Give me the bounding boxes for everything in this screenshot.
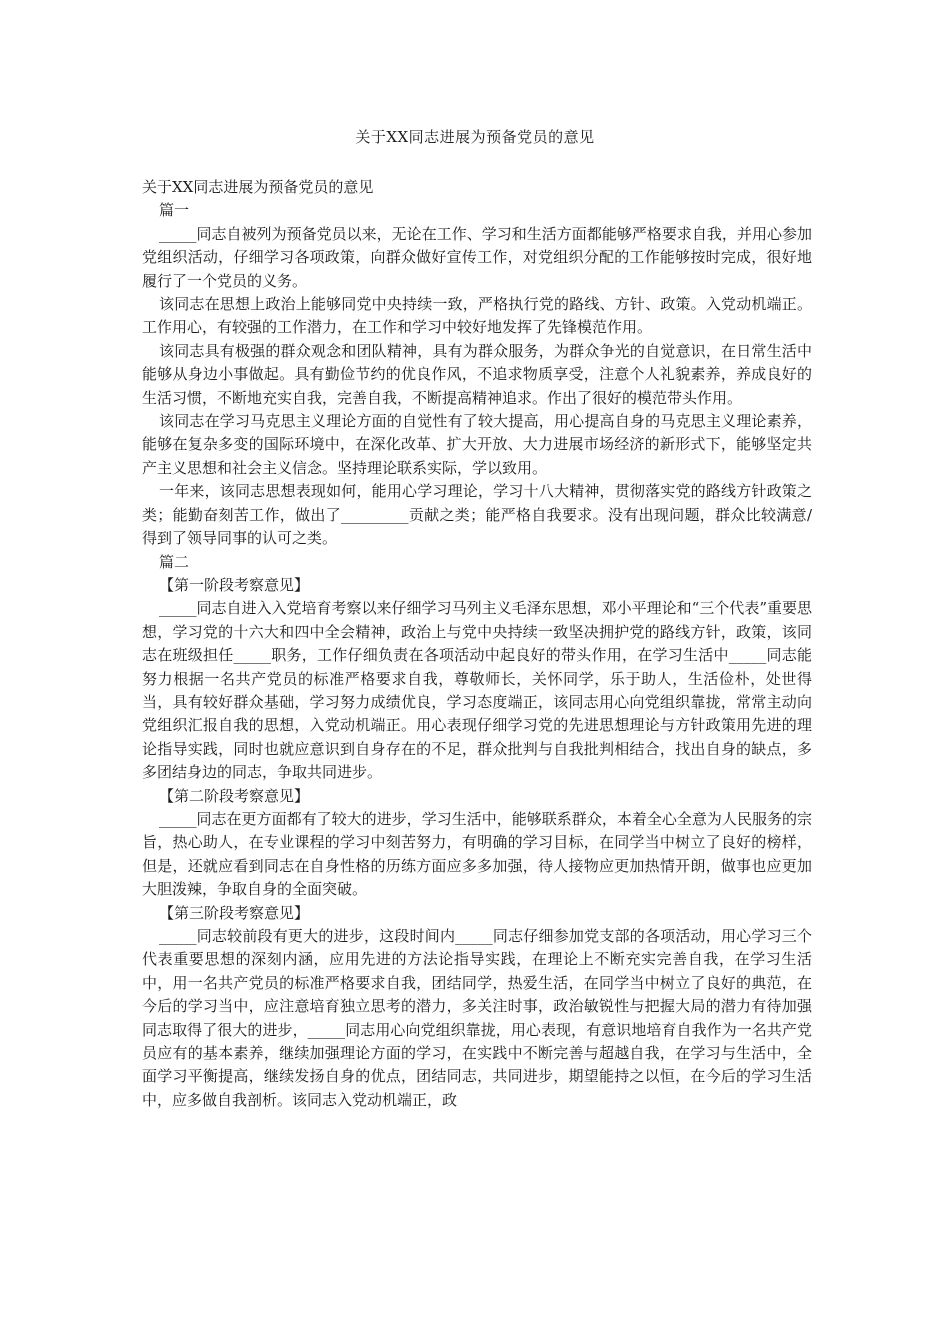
paragraph: _____同志在更方面都有了较大的进步，学习生活中，能够联系群众，本着全心全意为人民服务的宗旨，热心助人，在专业课程的学习中刻苦努力，有明确的学习目标，在同学当中树立了良好的榜样，但是，还就应看到同志在自身性格的历练方面应多多加强，待人接物应更加热情开朗，做事也应更加大胆泼辣，争取自身的全面突破。 [142,809,812,899]
document-subtitle: 关于XX同志进展为预备党员的意见 [142,178,374,196]
stage-heading-3: 【第三阶段考察意见】 [159,903,310,922]
stage-heading-2: 【第二阶段考察意见】 [159,786,310,805]
paragraph: _____同志较前段有更大的进步，这段时间内_____同志仔细参加党支部的各项活动，用心学习三个代表重要思想的深刻内涵，应用先进的方法论指导实践，在理论上不断充实完善自我，在学习生活中，用一名共产党员的标准严格要求自我，团结同学，热爱生活，在同学当中树立了良好的典范，在今后的学习当中，应注意培育独立思考的潜力，多关注时事，政治敏锐性与把握大局的潜力有待加强同志取得了很大的进步，_____同志用心向党组织靠拢，用心表现，有意识地培育自我作为一名共产党员应有的基本素养，继续加强理论方面的学习，在实践中不断完善与超越自我，在学习与生活中，全面学习平衡提高，继续发扬自身的优点，团结同志，共同进步，期望能持之以恒，在今后的学习生活中，应多做自我剖析。该同志入党动机端正，政 [142,927,812,1109]
paragraph: _____同志自被列为预备党员以来，无论在工作、学习和生活方面都能够严格要求自我，并用心参加党组织活动，仔细学习各项政策，向群众做好宣传工作，对党组织分配的工作能够按时完成，很好地履行了一个党员的义务。 [142,224,812,290]
paragraph: 该同志在学习马克思主义理论方面的自觉性有了较大提高，用心提高自身的马克思主义理论素养，能够在复杂多变的国际环境中，在深化改革、扩大开放、大力进展市场经济的新形式下，能够坚定共产主义思想和社会主义信念。坚持理论联系实际，学以致用。 [142,412,812,477]
paragraph: _____同志自进入入党培育考察以来仔细学习马列主义毛泽东思想，邓小平理论和“三个代表”重要思想，学习党的十六大和四中全会精神，政治上与党中央持续一致坚决拥护党的路线方针，政策，该同志在班级担任_____职务，工作仔细负责在各项活动中起良好的带头作用，在学习生活中_____同志能努力根据一名共产党员的标准严格要求自我，尊敬师长，关怀同学，乐于助人，生活俭朴，处世得当，具有较好群众基础，学习努力成绩优良，学习态度端正，该同志用心向党组织靠拢，常常主动向党组织汇报自我的思想，入党动机端正。用心表现仔细学习党的先进思想理论与方针政策用先进的理论指导实践，同时也就应意识到自身存在的不足，群众批判与自我批判相结合，找出自身的缺点，多多团结身边的同志，争取共同进步。 [142,599,812,782]
paragraph: 该同志具有极强的群众观念和团队精神，具有为群众服务，为群众争光的自觉意识，在日常生活中能够从身边小事做起。具有勤俭节约的优良作风，不追求物质享受，注意个人礼貌素养，养成良好的生活习惯，不断地充实自我，完善自我，不断提高精神追求。作出了很好的模范带头作用。 [142,341,812,407]
paragraph: 一年来，该同志思想表现如何，能用心学习理论，学习十八大精神，贯彻落实党的路线方针政策之类；能勤奋刻苦工作，做出了_________贡献之类；能严格自我要求。没有出现问题，群众比较满意/得到了领导同事的认可之类。 [142,482,812,548]
document-title: 关于XX同志进展为预备党员的意见 [355,128,595,146]
stage-heading-1: 【第一阶段考察意见】 [159,575,310,594]
paragraph: 该同志在思想上政治上能够同党中央持续一致，严格执行党的路线、方针、政策。入党动机端正。工作用心，有较强的工作潜力，在工作和学习中较好地发挥了先锋模范作用。 [142,295,812,337]
part-heading-1: 篇一 [159,201,190,220]
part-heading-2: 篇二 [159,552,190,571]
document-body [142,176,812,1112]
